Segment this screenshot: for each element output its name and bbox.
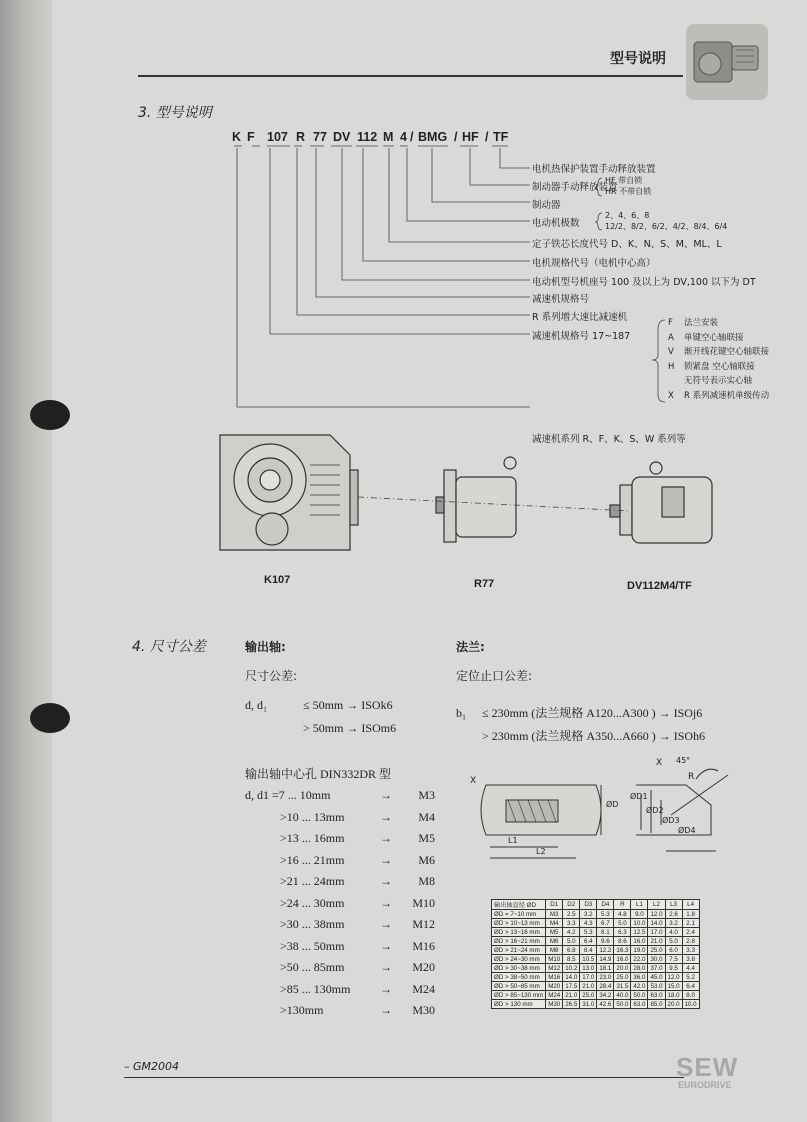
shaft-tol-line: d, d₁ ≤ 50mm → ISOk6 — [245, 698, 393, 712]
poles-note-2: 12/2、8/2、6/2、4/2、8/4、6/4 — [605, 222, 728, 231]
punch-hole — [30, 703, 70, 733]
code-sep: / — [454, 130, 458, 144]
flange-tol-line: b₁ ≤ 230mm (法兰规格 A120...A300 ) → ISOj6 — [456, 706, 703, 720]
code-part-dv: DV — [333, 130, 351, 144]
code-part-k: K — [232, 130, 242, 144]
drawing-caption-r77: R77 — [474, 578, 495, 590]
drawing-caption-dv112: DV112M4/TF — [627, 580, 692, 592]
center-hole-title: 输出轴中心孔 DIN332DR 型 — [245, 767, 391, 781]
label-motor-type: 电动机型号机座号 100 及以上为 DV,100 以下为 DT — [532, 277, 756, 288]
table-row: ØD > 85~130 mm M24 21.0 25.0 34.2 40.0 50.0 63.0 18.0 8.0 — [492, 991, 700, 1000]
diagram-label-x: X — [470, 776, 477, 786]
diagram-label-l1: L1 — [508, 836, 518, 845]
center-hole-row: >30 ... 38mm → M12 — [280, 917, 435, 931]
table-row: ØD > 130 mm M30 26.5 31.0 42.6 50.0 63.0 85.0 20.0 10.0 — [492, 1000, 700, 1009]
diagram-label-x2: X — [656, 758, 663, 768]
shaft-tol-line: > 50mm → ISOm6 — [303, 721, 397, 735]
code-part-hf: HF — [462, 130, 479, 144]
center-hole-row: >38 ... 50mm → M16 — [280, 938, 435, 953]
sew-logo-sub: EURODRIVE — [678, 1080, 732, 1090]
code-sep: / — [485, 130, 489, 144]
label-tf: 电机热保护装置手动释放装置 — [532, 164, 656, 175]
hf-note-2: HR 不带自锁 — [605, 187, 652, 196]
mount-option: 无符号表示实心轴 — [684, 376, 753, 386]
output-shaft-heading: 输出轴: — [245, 640, 286, 654]
code-part-bmg: BMG — [418, 130, 448, 144]
label-stator: 定子铁芯长度代号 D、K、N、S、M、ML、L — [532, 239, 722, 250]
center-hole-table — [491, 899, 700, 1009]
diagram-label-d4: ØD4 — [678, 826, 696, 835]
code-part-tf: TF — [493, 130, 509, 144]
center-hole-row: >50 ... 85mm → M20 — [280, 960, 435, 974]
output-shaft-sub: 尺寸公差: — [245, 669, 298, 683]
code-part-f: F — [247, 130, 255, 144]
center-hole-row: >13 ... 16mm → M5 — [280, 831, 435, 845]
r77-flange — [444, 470, 456, 542]
center-hole-list — [245, 785, 435, 1022]
diagram-label-d2: ØD2 — [646, 806, 664, 815]
poles-note-1: 2、4、6、8 — [605, 211, 650, 220]
code-part-m: M — [383, 130, 394, 144]
mount-option: H 锁紧盘 空心轴联接 — [668, 361, 755, 372]
diagram-label-d3: ØD3 — [662, 816, 680, 825]
table-row: ØD > 24~30 mm M10 8.5 10.5 14.9 16.0 22.0 30.0 7.5 3.8 — [492, 955, 700, 964]
code-part-77: 77 — [313, 130, 327, 144]
center-hole-row: d, d1 =7 ... 10mm → M3 — [245, 788, 435, 802]
center-hole-row: >16 ... 21mm → M6 — [280, 852, 435, 867]
label-series: 减速机系列 R、F、K、S、W 系列等 — [532, 434, 686, 445]
label-reducer-size-range: 减速机规格号 17~187 — [532, 331, 631, 342]
mount-options — [668, 316, 769, 403]
table-row: ØD = 7~10 mm M3 2.5 3.2 5.3 4.8 9.0 12.0 2.6 1.8 — [492, 910, 700, 919]
table-row: ØD > 16~21 mm M6 5.0 6.4 9.6 8.6 16.0 21.0 5.0 2.8 — [492, 937, 700, 946]
code-part-r: R — [296, 130, 306, 144]
page-header-title: 型号说明 — [610, 51, 666, 67]
center-hole-row: >21 ... 24mm → M8 — [280, 874, 435, 888]
center-hole-row: >24 ... 30mm → M10 — [280, 895, 435, 910]
center-hole-diagram — [466, 755, 786, 865]
code-part-4: 4 — [400, 130, 407, 144]
r77-body — [456, 477, 516, 537]
gearmotor-drawings — [210, 425, 730, 575]
table-row: ØD > 50~85 mm M20 17.5 21.0 28.4 31.5 42.0 53.0 15.0 6.4 — [492, 982, 700, 991]
flange-sub: 定位止口公差: — [456, 669, 533, 683]
footer-doc-code: – GM2004 — [124, 1060, 180, 1073]
diagram-label-angle: 45° — [676, 756, 691, 765]
diagram-label-d: ØD — [606, 800, 619, 809]
flange-heading: 法兰: — [456, 640, 485, 654]
table-header-row: 输出轴直径 ØD D1 D2 D3 D4 R L1 L2 L3 L4 — [492, 900, 700, 910]
drawing-caption-k107: K107 — [264, 574, 291, 586]
center-hole-row: >85 ... 130mm → M24 — [280, 981, 435, 996]
diagram-label-d1: ØD1 — [630, 792, 648, 801]
code-sep: / — [410, 130, 414, 144]
section3-title: 3. 型号说明 — [138, 105, 212, 121]
section4-title: 4. 尺寸公差 — [132, 639, 206, 655]
footer-rule — [124, 1077, 684, 1078]
table-row: ØD > 38~50 mm M16 14.0 17.0 23.0 25.0 36.0 45.0 12.0 5.2 — [492, 973, 700, 982]
table-row: ØD > 21~24 mm M8 6.8 8.4 12.2 16.3 19.0 25.0 6.0 3.3 — [492, 946, 700, 955]
sew-logo: SEW — [676, 1052, 739, 1082]
label-r-series: R 系列增大速比减速机 — [532, 312, 628, 323]
diagram-label-l2: L2 — [536, 847, 546, 856]
table-row: ØD > 10~13 mm M4 3.3 4.3 6.7 5.0 10.0 14.0 3.2 2.1 — [492, 919, 700, 928]
mount-option: V 渐开线花键空心轴联接 — [668, 347, 770, 357]
mount-option: A 单键空心轴联接 — [668, 332, 744, 343]
label-poles: 电动机极数 — [532, 218, 580, 229]
flange-tol-line: > 230mm (法兰规格 A350...A660 ) → ISOh6 — [482, 729, 706, 743]
diagram-label-r: R — [688, 772, 695, 782]
label-bmg: 制动器 — [532, 200, 561, 211]
hf-note-1: HF 带自锁 — [605, 176, 643, 185]
code-part-107: 107 — [267, 130, 288, 144]
mount-option: F 法兰安装 — [668, 318, 719, 328]
label-reducer-size: 减速机规格号 — [532, 294, 590, 305]
label-motor-size: 电机规格代号（电机中心高） — [532, 258, 656, 269]
code-part-112: 112 — [357, 130, 378, 144]
motor-flange — [620, 485, 632, 535]
mount-option: X R 系列减速机单级传动 — [668, 390, 770, 401]
table-row: ØD > 30~38 mm M12 10.2 13.0 18.1 20.0 28.0 37.0 9.5 4.4 — [492, 964, 700, 973]
center-hole-row: >130mm → M30 — [280, 1003, 435, 1017]
table-row: ØD > 13~16 mm M5 4.2 5.3 8.1 6.3 12.5 17.0 4.0 2.4 — [492, 928, 700, 937]
label-hf: 制动器手动释放装置 — [532, 182, 618, 193]
center-hole-row: >10 ... 13mm → M4 — [280, 809, 435, 824]
